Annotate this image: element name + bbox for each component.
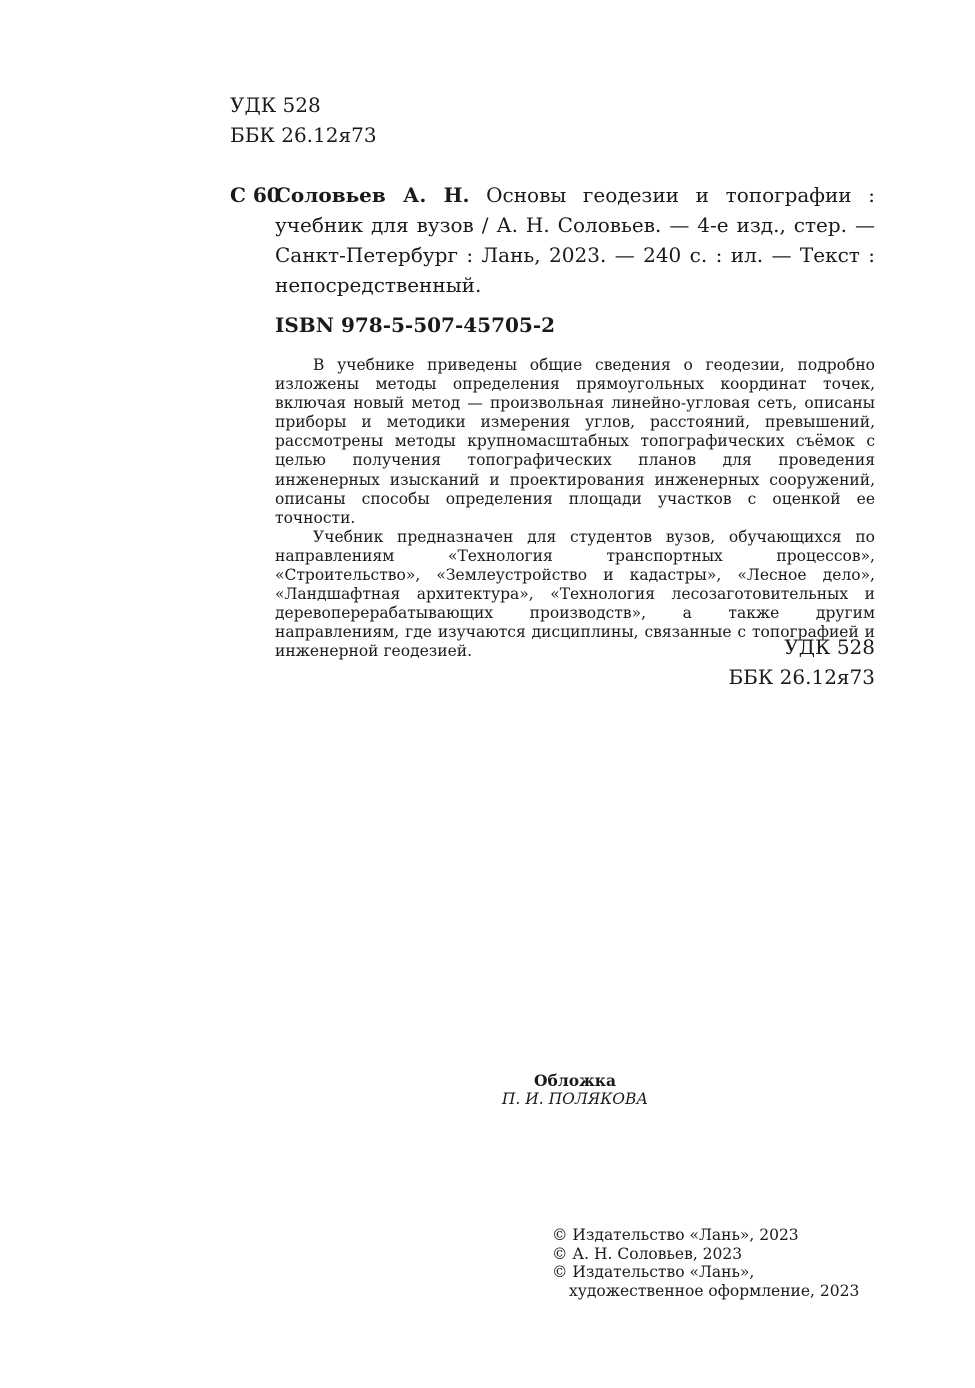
author-name: Соловьев А. Н. — [275, 183, 470, 207]
cover-label: Обложка — [534, 1071, 616, 1090]
cover-credit — [470, 1071, 680, 1109]
copyright-block — [552, 1226, 859, 1300]
bibliographic-description: Основы геодезии и топографии : учебник для вузов / А. Н. Соловьев. — 4-е изд., стер. — Санкт-Петербург : Лань, 2023. — 240 с. : ил. — Текст : непосредственный. — [275, 183, 876, 297]
bibliographic-entry — [275, 180, 875, 300]
copyright-line: © Издательство «Лань», — [552, 1263, 755, 1282]
author-sign: С 60 — [230, 183, 281, 207]
copyright-line: художественное оформление, 2023 — [569, 1281, 860, 1300]
copyright-line: © Издательство «Лань», 2023 — [552, 1226, 799, 1244]
bbk-code: ББК 26.12я73 — [230, 123, 377, 147]
udk-code: УДК 528 — [784, 635, 875, 659]
isbn: ISBN 978-5-507-45705-2 — [275, 313, 556, 337]
annotation-paragraph-1: В учебнике приведены общие сведения о геодезии, подробно изложены методы определения прямоугольных координат точек, включая новый метод — произвольная линейно-угловая сеть, описаны приборы и методики измерения углов, расстояний, превышений, рассмотрены методы крупномасштабных топографических съёмок с целью получения топографических планов для проведения инженерных изысканий и проектирования инженерных сооружений, описаны способы определения площади участков с оценкой ее точности. — [275, 356, 875, 527]
bbk-code: ББК 26.12я73 — [728, 665, 875, 689]
annotation-paragraph-2: Учебник предназначен для студентов вузов, обучающихся по направлениям «Технология транспортных процессов», «Строительство», «Землеустройство и кадастры», «Лесное дело», «Ландшафтная архитектура», «Технология лесозаготовительных и деревоперерабатывающих производств», а также другим направлениям, где изучаются дисциплины, связанные с топографией и инженерной геодезией. — [275, 527, 875, 661]
udk-code: УДК 528 — [230, 93, 321, 117]
copyright-line: © А. Н. Соловьев, 2023 — [552, 1244, 743, 1263]
annotation — [275, 356, 875, 662]
classification-codes-top — [230, 90, 377, 150]
classification-codes-bottom — [728, 632, 875, 692]
cover-designer-name: П. И. ПОЛЯКОВА — [501, 1090, 649, 1108]
